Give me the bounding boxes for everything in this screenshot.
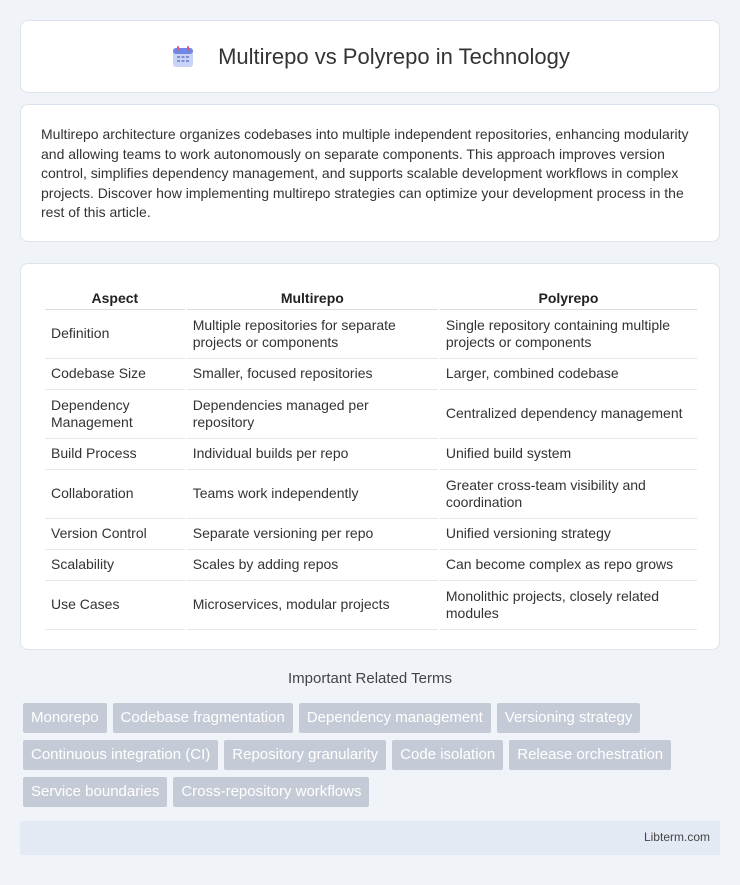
table-row xyxy=(45,390,697,439)
table-header-row xyxy=(45,286,697,310)
table-cell-aspect: Build Process xyxy=(45,439,185,470)
related-term-tag[interactable]: Monorepo xyxy=(23,703,107,733)
comparison-table-card xyxy=(20,263,720,650)
header-multirepo: Multirepo xyxy=(187,286,438,310)
table-cell-aspect: Codebase Size xyxy=(45,359,185,390)
table-cell-aspect: Version Control xyxy=(45,519,185,550)
footer xyxy=(20,821,720,855)
table-cell-polyrepo: Larger, combined codebase xyxy=(440,359,697,390)
related-term-tag[interactable]: Versioning strategy xyxy=(497,703,641,733)
table-cell-multirepo: Dependencies managed per repository xyxy=(187,390,438,439)
table-cell-aspect: Scalability xyxy=(45,550,185,581)
table-row xyxy=(45,359,697,390)
table-cell-polyrepo: Greater cross-team visibility and coordination xyxy=(440,470,697,519)
table-cell-multirepo: Multiple repositories for separate projects or components xyxy=(187,310,438,359)
table-row xyxy=(45,519,697,550)
intro-card xyxy=(20,104,720,242)
table-row xyxy=(45,310,697,359)
header-polyrepo: Polyrepo xyxy=(440,286,697,310)
intro-paragraph: Multirepo architecture organizes codebases into multiple independent repositories, enhancing modularity and allowing teams to work autonomously on separate components. This approach improves version control, simplifies dependency management, and supports scalable development workflows in complex projects. Discover how implementing multirepo strategies can optimize your development process in the rest of this article. xyxy=(41,126,689,220)
table-cell-multirepo: Individual builds per repo xyxy=(187,439,438,470)
table-cell-aspect: Definition xyxy=(45,310,185,359)
table-cell-polyrepo: Unified versioning strategy xyxy=(440,519,697,550)
related-terms-title: Important Related Terms xyxy=(288,670,452,687)
related-term-tag[interactable]: Cross-repository workflows xyxy=(173,777,369,807)
related-term-tag[interactable]: Service boundaries xyxy=(23,777,167,807)
table-cell-aspect: Use Cases xyxy=(45,581,185,630)
table-row xyxy=(45,581,697,630)
table-cell-polyrepo: Unified build system xyxy=(440,439,697,470)
table-cell-multirepo: Teams work independently xyxy=(187,470,438,519)
table-cell-polyrepo: Monolithic projects, closely related modules xyxy=(440,581,697,630)
table-cell-multirepo: Scales by adding repos xyxy=(187,550,438,581)
comparison-table xyxy=(43,286,699,630)
related-term-tag[interactable]: Release orchestration xyxy=(509,740,671,770)
related-term-tag[interactable]: Dependency management xyxy=(299,703,491,733)
table-cell-multirepo: Microservices, modular projects xyxy=(187,581,438,630)
table-cell-polyrepo: Single repository containing multiple projects or components xyxy=(440,310,697,359)
related-terms-list xyxy=(23,703,723,814)
page-title: Multirepo vs Polyrepo in Technology xyxy=(218,43,570,69)
footer-site-link[interactable]: Libterm.com xyxy=(643,830,710,844)
table-cell-multirepo: Smaller, focused repositories xyxy=(187,359,438,390)
table-cell-polyrepo: Can become complex as repo grows xyxy=(440,550,697,581)
table-row xyxy=(45,550,697,581)
title-card xyxy=(20,20,720,93)
table-cell-aspect: Dependency Management xyxy=(45,390,185,439)
calendar-icon xyxy=(170,44,196,70)
related-term-tag[interactable]: Code isolation xyxy=(392,740,503,770)
table-row xyxy=(45,439,697,470)
related-term-tag[interactable]: Codebase fragmentation xyxy=(113,703,293,733)
header-aspect: Aspect xyxy=(45,286,185,310)
table-cell-polyrepo: Centralized dependency management xyxy=(440,390,697,439)
related-term-tag[interactable]: Continuous integration (CI) xyxy=(23,740,218,770)
related-term-tag[interactable]: Repository granularity xyxy=(224,740,386,770)
table-row xyxy=(45,470,697,519)
table-cell-multirepo: Separate versioning per repo xyxy=(187,519,438,550)
table-cell-aspect: Collaboration xyxy=(45,470,185,519)
